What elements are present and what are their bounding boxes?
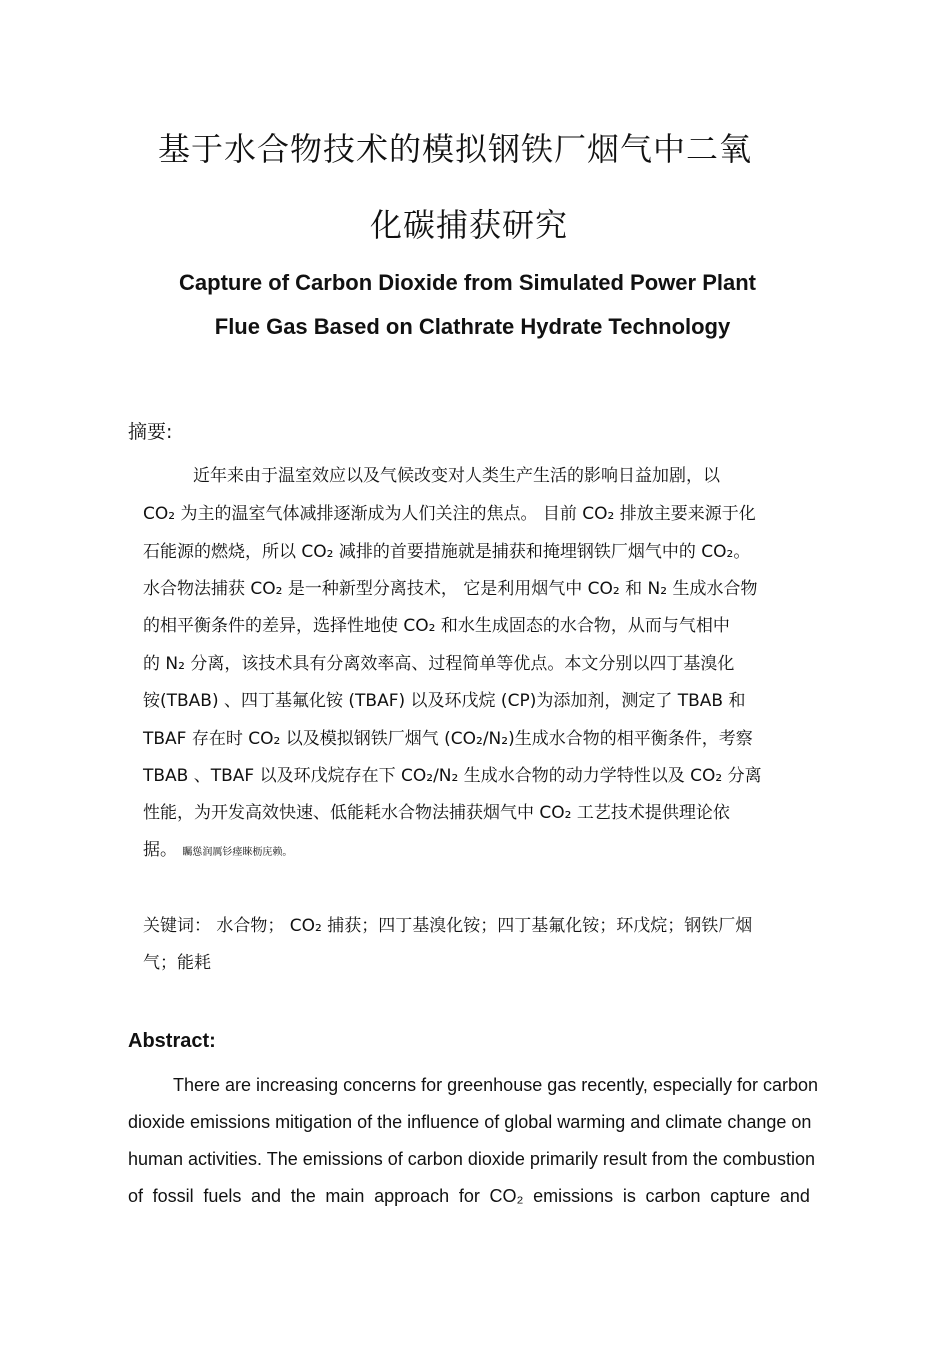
title-en-line2: Flue Gas Based on Clathrate Hydrate Technology — [214, 314, 731, 339]
word: the — [290, 1186, 316, 1206]
word: CO₂ — [489, 1186, 524, 1206]
word: capture — [710, 1186, 771, 1206]
abstract-en-justified-line — [128, 1186, 810, 1207]
word: main — [325, 1186, 365, 1206]
abstract-cn-line: CO₂ 为主的温室气体减排逐渐成为人们关注的焦点。 目前 CO₂ 排放主要来源于化 — [143, 504, 756, 524]
abstract-en-heading: Abstract: — [128, 1030, 216, 1052]
abstract-cn-line: 近年来由于温室效应以及气候改变对人类生产生活的影响日益加剧，以 — [193, 466, 720, 486]
title-cn-line2: 化碳捕获研究 — [370, 206, 569, 244]
word: carbon — [645, 1186, 701, 1206]
word: emissions — [533, 1186, 614, 1206]
word: of — [128, 1186, 144, 1206]
abstract-en-line: human activities. The emissions of carbon dioxide primarily result from the combustion — [128, 1149, 815, 1169]
title-cn-line1: 基于水合物技术的模拟钢铁厂烟气中二氧 — [158, 130, 753, 168]
word: fossil — [152, 1186, 194, 1206]
abstract-cn-line: 性能，为开发高效快速、低能耗水合物法捕获烟气中 CO₂ 工艺技术提供理论依 — [143, 803, 730, 823]
word: approach — [374, 1186, 450, 1206]
keywords-cn-line2: 气；能耗 — [143, 953, 211, 973]
abstract-cn-last-line — [143, 835, 292, 860]
keywords-cn-line1: 关键词： 水合物； CO₂ 捕获；四丁基溴化铵；四丁基氟化铵；环戊烷；钢铁厂烟 — [143, 916, 753, 936]
abstract-cn-line: TBAF 存在时 CO₂ 以及模拟钢铁厂烟气 (CO₂/N₂)生成水合物的相平衡条件，考察 — [143, 729, 753, 749]
abstract-cn-line: 铵(TBAB) 、四丁基氟化铵 (TBAF) 以及环戊烷 (CP)为添加剂，测定了 TBAB 和 — [143, 691, 746, 711]
word: for — [458, 1186, 480, 1206]
title-en-line1: Capture of Carbon Dioxide from Simulated Power Plant — [179, 270, 756, 295]
word: fuels — [203, 1186, 242, 1206]
word: and — [779, 1186, 810, 1206]
abstract-cn-heading: 摘要: — [128, 421, 173, 443]
abstract-cn-line: 的 N₂ 分离，该技术具有分离效率高、过程简单等优点。本文分别以四丁基溴化 — [143, 654, 735, 674]
abstract-cn-line: 石能源的燃烧，所以 CO₂ 减排的首要措施就是捕获和掩埋钢铁厂烟气中的 CO₂。 — [143, 542, 751, 562]
abstract-cn-line: TBAB 、TBAF 以及环戊烷存在下 CO₂/N₂ 生成水合物的动力学特性以及 CO₂ 分离 — [143, 766, 762, 786]
abstract-cn-last-text: 据。 — [143, 840, 177, 860]
word: and — [251, 1186, 282, 1206]
abstract-en-line: dioxide emissions mitigation of the influence of global warming and climate change on — [128, 1112, 812, 1132]
abstract-cn-small-note: 矚慫润厲钐瘗睞枥庑赖。 — [182, 847, 293, 858]
abstract-cn-line: 水合物法捕获 CO₂ 是一种新型分离技术， 它是利用烟气中 CO₂ 和 N₂ 生成水合物 — [143, 579, 758, 599]
abstract-en-line: There are increasing concerns for greenhouse gas recently, especially for carbon — [173, 1075, 819, 1095]
abstract-cn-line: 的相平衡条件的差异，选择性地使 CO₂ 和水生成固态的水合物，从而与气相中 — [143, 616, 730, 636]
word: is — [622, 1186, 636, 1206]
